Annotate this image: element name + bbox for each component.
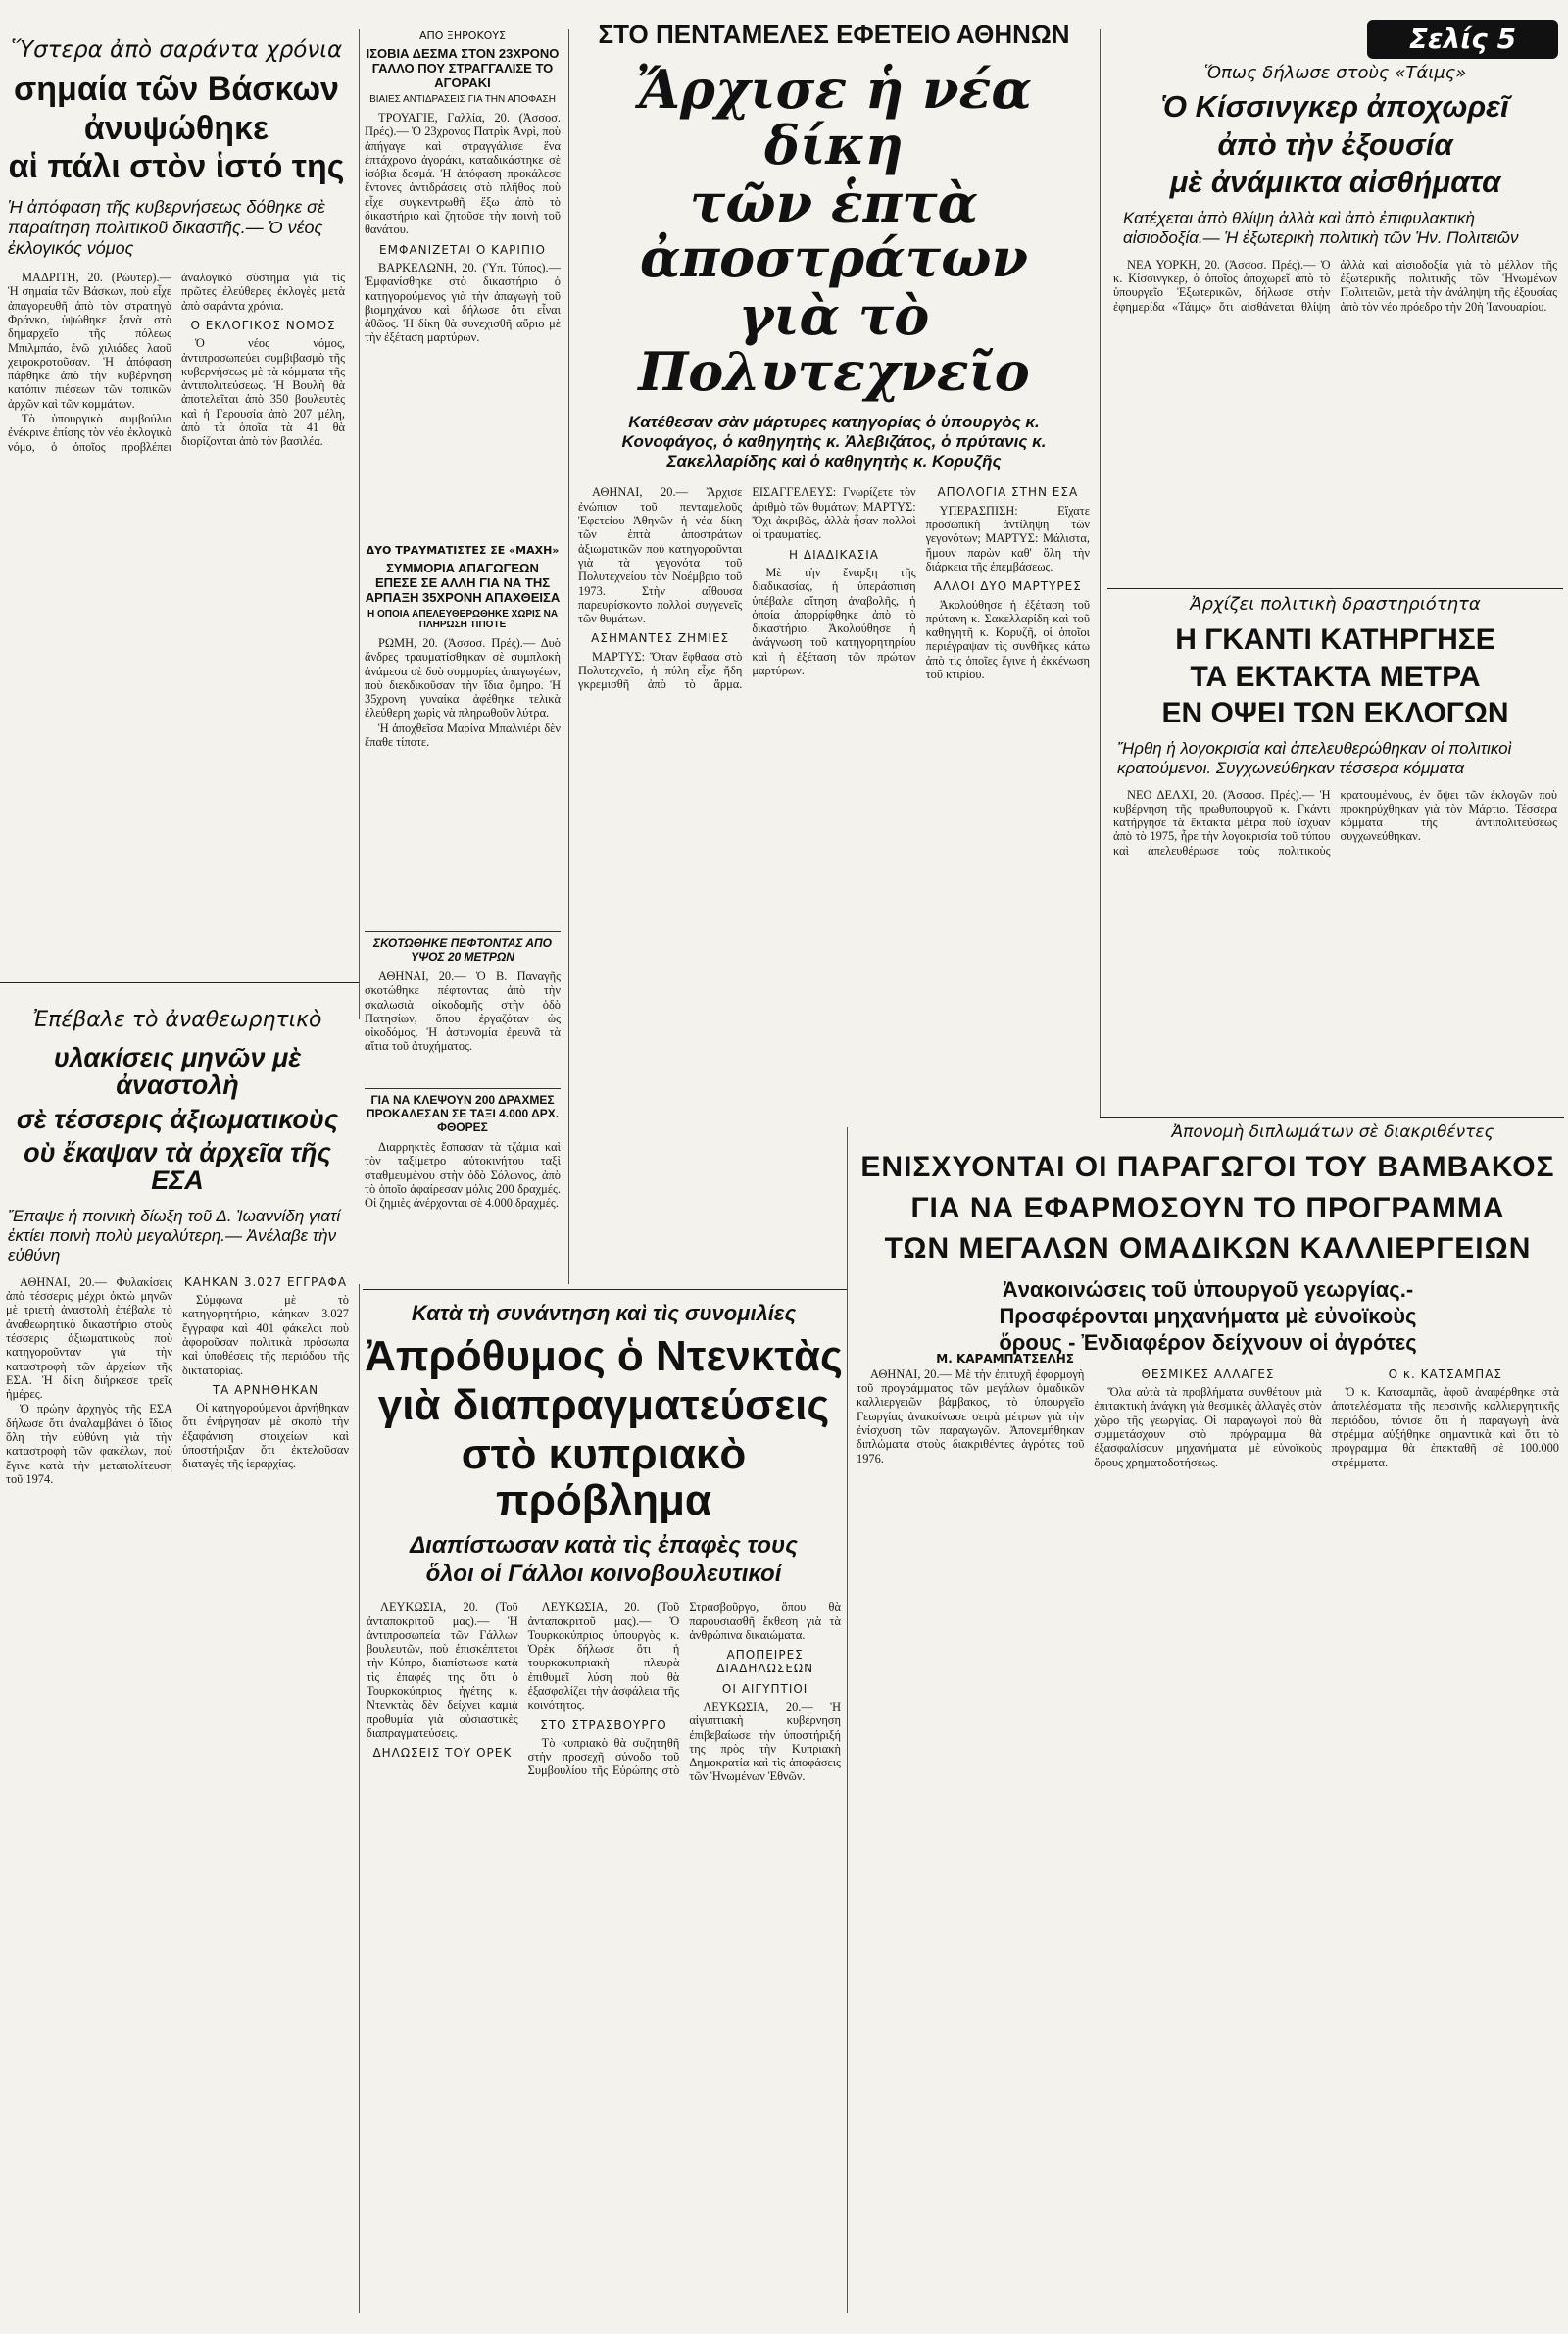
horizontal-rule — [1100, 1117, 1564, 1118]
horizontal-rule — [0, 982, 359, 983]
esa-section-head: ΚΑΗΚΑΝ 3.027 ΕΓΓΡΑΦΑ — [183, 1274, 348, 1289]
cyprus-subheadline-1: Διαπίστωσαν κατὰ τὶς ἐπαφὲς τους — [410, 1531, 798, 1559]
gandhi-article — [1107, 594, 1563, 1033]
gang-para-1: ΡΩΜΗ, 20. (Ἀσσοσ. Πρές).— Δυὸ ἄνδρες τραυματίσθηκαν σὲ συμπλοκὴ ἀνάμεσα σὲ δυὸ συμμορίες ἀπαγωγέων, ποὺ διεκδικοῦσαν τὴν ἴδια ὅμηρο. Ἡ 35χρονη γυναίκα ἀφέθηκε τελικὰ ἐλεύθερη χωρὶς νὰ πληρωθοῦν λύτρα. — [365, 636, 561, 720]
trial-para-3: Μὲ τὴν ἔναρξη τῆς διαδικασίας, ἡ ὑπεράσπιση ὑπέβαλε αἴτηση ἀναβολῆς, ἡ ὁποία ἀπορρίφθηκε ἀπὸ τὸ δικαστήριο. Ἀκολούθησε ἡ ἀνάγνωση τοῦ κατηγορητηρίου καὶ ἡ ἐξέταση τῶν πρώτων μαρτύρων. — [752, 565, 916, 677]
fog-article — [365, 931, 561, 1107]
cyprus-kicker: Κατὰ τὴ συνάντηση καὶ τὶς συνομιλίες — [411, 1301, 797, 1325]
gang-para-2: Ἡ ἀποχθεῖσα Μαρίνα Μπαλνιέρι δὲν ἔπαθε τίποτε. — [365, 720, 561, 750]
esa-article — [0, 988, 355, 2334]
kissinger-para: ΝΕΑ ΥΟΡΚΗ, 20. (Ἀσσοσ. Πρές).— Ὁ κ. Κίσσινγκερ, ὁ ὁποῖος ἀποχωρεῖ ἀπὸ τὸ ὑπουργεῖο Ἐξωτερικῶν, δήλωσε στὴν ἐφημερίδα «Τάιμς» ὅτι αἰσθάνεται θλίψη ἀλλὰ καὶ αἰσιοδοξία γιὰ τὸ μέλλον τῆς ἐξωτερικῆς πολιτικῆς τῶν Ἡνωμένων Πολιτειῶν, μετὰ τὴν ἀνάληψη τῆς ἐξουσίας ἀπὸ τὸν νέο πρόεδρο τὴν 20ὴ Ἰανουαρίου. — [1113, 257, 1557, 314]
theft-article — [365, 1088, 561, 1287]
kissinger-body — [1113, 258, 1557, 434]
gang-subheadline: Η ΟΠΟΙΑ ΑΠΕΛΕΥΘΕΡΩΘΗΚΕ ΧΩΡΙΣ ΝΑ ΠΛΗΡΩΣΗ ΤΙΠΟΤΕ — [367, 609, 559, 630]
cotton-subheadline-2: Προσφέρονται μηχανήματα μὲ εὐνοϊκοὺς — [999, 1303, 1417, 1328]
gang-kicker: ΔΥΟ ΤΡΑΥΜΑΤΙΣΤΕΣ ΣΕ «ΜΑΧΗ» — [366, 544, 560, 557]
esa-kicker: Ἐπέβαλε τὸ ἀναθεωρητικὸ — [32, 1008, 322, 1032]
mustaches-article — [365, 29, 561, 473]
esa-body — [6, 1275, 349, 2334]
esa-subheadline: Ἔπαψε ἡ ποινικὴ δίωξη τοῦ Δ. Ἰωαννίδη γιατί ἐκτίει ποινὴ πολὺ μεγαλύτερη.— Ἀνέλαβε τὴν εὐθύνη — [8, 1206, 341, 1265]
kissinger-kicker: Ὅπως δήλωσε στοὺς «Τάιμς» — [1203, 63, 1467, 83]
trial-headline-2: τῶν ἑπτὰ ἀποστράτων — [640, 171, 1028, 290]
cyprus-section-head-3: ΑΠΟΠΕΙΡΕΣ ΔΙΑΔΗΛΩΣΕΩΝ — [716, 1648, 814, 1676]
trial-headline-1: Ἄρχισε ἡ νέα δίκη — [636, 58, 1032, 176]
gandhi-body — [1113, 788, 1557, 1033]
gandhi-headline-1: Η ΓΚΑΝΤΙ ΚΑΤΗΡΓΗΣΕ — [1175, 623, 1495, 656]
cotton-headline-2: ΓΙΑ ΝΑ ΕΦΑΡΜΟΣΟΥΝ ΤΟ ΠΡΟΓΡΑΜΜΑ — [910, 1191, 1505, 1224]
trial-para-2: ΜΑΡΤΥΣ: Ὅταν ἔφθασα στὸ Πολυτεχνεῖο, ἡ πύλη εἶχε ἤδη γκρεμισθῆ ἀπὸ τὸ ἅρμα. ΕΙΣΑΓΓΕΛΕΥΣ: Γνωρίζετε τὸν ἀριθμὸ τῶν θυμάτων; ΜΑΡΤΥΣ: Ὄχι ἀκριβῶς, ἀλλὰ ἦσαν πολλοὶ οἱ τραυματίες. — [578, 485, 916, 692]
kissinger-headline-1: Ὁ Κίσσινγκερ ἀποχωρεῖ — [1161, 89, 1509, 124]
cotton-body — [857, 1367, 1559, 2230]
basque-kicker: Ὕστερα ἀπὸ σαράντα χρόνια — [10, 37, 343, 63]
trial-para-4: ΥΠΕΡΑΣΠΙΣΗ: Εἴχατε προσωπικὴ ἀντίληψη τῶν γεγονότων; ΜΑΡΤΥΣ: Μάλιστα, ἤμουν παρὼν καθ' ὅλη τὴν διάρκεια τῆς ἐπεμβάσεως. — [925, 503, 1090, 573]
kissinger-headline-3: μὲ ἀνάμικτα αἰσθήματα — [1169, 165, 1501, 200]
trial-kicker: ΣΤΟ ΠΕΝΤΑΜΕΛΕΣ ΕΦΕΤΕΙΟ ΑΘΗΝΩΝ — [598, 20, 1070, 49]
gandhi-kicker: Ἀρχίζει πολιτικὴ δραστηριότητα — [1190, 594, 1481, 615]
basque-section-head: Ο ΕΚΛΟΓΙΚΟΣ ΝΟΜΟΣ — [190, 318, 336, 332]
cotton-headline-1: ΕΝΙΣΧΥΟΝΤΑΙ ΟΙ ΠΑΡΑΓΩΓΟΙ ΤΟΥ ΒΑΜΒΑΚΟΣ — [860, 1151, 1555, 1183]
mustaches-section-head: ΕΜΦΑΝΙΖΕΤΑΙ Ο ΚΑΡΙΠΙΟ — [379, 242, 546, 257]
column-divider — [359, 1284, 360, 2313]
kissinger-article — [1107, 63, 1563, 434]
cotton-kicker: Ἀπονομὴ διπλωμάτων σὲ διακριθέντες — [1171, 1122, 1494, 1142]
trial-para-1: ΑΘΗΝΑΙ, 20.— Ἄρχισε ἐνώπιον τοῦ πενταμελοῦς Ἐφετείου Ἀθηνῶν ἡ νέα δίκη τῶν ἑπτὰ ἀποστράτων ἀξιωματικῶν ποὺ κατηγοροῦνται γιὰ τὰ γεγονότα τοῦ Πολυτεχνείου τὸν Νοέμβριο τοῦ 1973. Στὴν αἴθουσα παρευρίσκοντο πολλοὶ συγγενεῖς τῶν θυμάτων. — [578, 485, 743, 626]
section-logo: Σελίς 5 — [1367, 20, 1558, 59]
esa-headline-1: υλακίσεις μηνῶν μὲ ἀναστολὴ — [53, 1043, 302, 1101]
fog-body — [365, 969, 561, 1107]
basque-para-3: Ὁ νέος νόμος, ἀντιπροσωπεύει συμβιβασμὸ τῆς κυβερνήσεως μὲ τὰ κόμματα τῆς ἀντιπολιτεύσεως. Ἡ Βουλὴ θὰ ἀποτελεῖται ἀπὸ 350 βουλευτὲς καὶ ἡ Γερουσία ἀπὸ 207 μέλη, ἀπὸ τὰ ὁποῖα τὰ 41 θὰ διορίζονται ἀπὸ τὸν βασιλέα. — [181, 336, 345, 449]
cyprus-headline-2: γιὰ διαπραγματεύσεις — [377, 1381, 830, 1430]
esa-headline-3: οὺ ἔκαψαν τὰ ἀρχεῖα τῆς ΕΣΑ — [24, 1138, 331, 1196]
cyprus-section-head-4: ΟΙ ΑΙΓΥΠΤΙΟΙ — [721, 1681, 808, 1696]
horizontal-rule — [363, 1289, 847, 1290]
gang-article — [365, 544, 561, 911]
cyprus-article — [365, 1302, 843, 2286]
mustaches-kicker: ΑΠΟ ΞΗΡΟΚΟΥΣ — [418, 29, 506, 42]
trial-byline: Μ. ΚΑΡΑΜΠΑΤΣΕΛΗΣ — [936, 1352, 1074, 1366]
trial-para-5: Ἀκολούθησε ἡ ἐξέταση τοῦ πρύτανη κ. Σακελλαρίδη καὶ τοῦ καθηγητῆ κ. Κορυζῆ, οἱ ὁποῖοι περιέγραψαν τὶς συνθῆκες κάτω ἀπὸ τὶς ὁποῖες ἔγινε ἡ ἐκκένωση τοῦ κτιρίου. — [925, 597, 1090, 681]
cyprus-headline-1: Ἀπρόθυμος ὁ Ντενκτὰς — [365, 1332, 843, 1381]
cotton-section-head-2: Ο κ. ΚΑΤΣΑΜΠΑΣ — [1388, 1366, 1502, 1381]
cyprus-body — [367, 1600, 841, 2286]
kissinger-subheadline: Κατέχεται ἀπὸ θλίψη ἀλλὰ καὶ ἀπὸ ἐπιφυλακτικὴ αἰσιοδοξία.— Ἡ ἐξωτερικὴ πολιτικὴ τῶν Ἡν. Πολιτειῶν — [1123, 208, 1519, 247]
cyprus-subheadline-2: ὅλοι οἱ Γάλλοι κοινοβουλευτικοί — [425, 1561, 782, 1588]
basque-headline-1: σημαία τῶν Βάσκων — [14, 71, 339, 108]
fog-headline: ΣΚΟΤΩΘΗΚΕ ΠΕΦΤΟΝΤΑΣ ΑΠΟ ΥΨΟΣ 20 ΜΕΤΡΩΝ — [365, 931, 561, 964]
cotton-subheadline-3: ὅρους - Ἐνδιαφέρον δείχνουν οἱ ἀγρότες — [999, 1329, 1417, 1355]
basque-body — [8, 271, 345, 937]
column-divider — [359, 29, 360, 1019]
trial-section-head-4: ΑΛΛΟΙ ΔΥΟ ΜΑΡΤΥΡΕΣ — [933, 579, 1082, 594]
theft-body — [365, 1140, 561, 1287]
gang-headline: ΣΥΜΜΟΡΙΑ ΑΠΑΓΩΓΕΩΝ ΕΠΕΣΕ ΣΕ ΑΛΛΗ ΓΙΑ ΝΑ ΤΗΣ ΑΡΠΑΞΗ 35ΧΡΟΝΗ ΑΠΑΧΘΕΙΣΑ — [365, 561, 561, 605]
gandhi-headline-3: ΕΝ ΟΨΕΙ ΤΩΝ ΕΚΛΟΓΩΝ — [1161, 697, 1509, 729]
basque-para-1: ΜΑΔΡΙΤΗ, 20. (Ρώυτερ).— Ἡ σημαία τῶν Βάσκων, ποὺ εἶχε ἀπαγορευθῆ ἀπὸ τὸν στρατηγὸ Φράνκο, ὑψώθηκε ξανὰ στὸ δημαρχεῖο τῆς πόλεως Μπιλμπάο, ἐνῶ χιλιάδες λαοῦ χειροκροτοῦσαν. Ἡ ἀπόφαση πάρθηκε ἀπὸ τὴν κυβέρνηση κατόπιν πιέσεων τῶν τοπικῶν ἀρχῶν καὶ τῶν κομμάτων. — [8, 271, 172, 411]
cotton-section-head: ΘΕΣΜΙΚΕΣ ΑΛΛΑΓΕΣ — [1141, 1366, 1275, 1381]
cyprus-para-4: ΛΕΥΚΩΣΙΑ, 20.— Ἡ αἰγυπτιακὴ κυβέρνηση ἐπιβεβαίωσε τὴν ὑποστήριξή της πρὸς τὴν Κυπριακὴ Δημοκρατία καὶ τὶς ἀποφάσεις τῶν Ἡνωμένων Ἐθνῶν. — [689, 1700, 841, 1784]
cotton-headline-block — [853, 1152, 1563, 2230]
cotton-para-1: ΑΘΗΝΑΙ, 20.— Μὲ τὴν ἐπιτυχῆ ἐφαρμογὴ τοῦ προγράμματος τῶν μεγάλων ὁμαδικῶν καλλιεργειῶν βάμβακος, τὸ ὑπουργεῖο Γεωργίας ἀνακοίνωσε σειρὰ μέτρων γιὰ τὴν ἐνίσχυση τῶν παραγωγῶν. Ἀπονεμήθηκαν διπλώματα στοὺς διακριθέντες ἀγρότες τοῦ 1976. — [857, 1366, 1085, 1465]
esa-para-1: ΑΘΗΝΑΙ, 20.— Φυλακίσεις ἀπὸ τέσσερις μέχρι ὀκτὼ μηνῶν μὲ τριετὴ ἀναστολὴ ἐπέβαλε τὸ ἀναθεωρητικὸ δικαστήριο στοὺς τέσσερις ἀξιωματικοὺς ποὺ κατηγοροῦνταν γιὰ τὴν καταστροφὴ τῶν ἀρχείων τῆς ΕΣΑ. Ἡ δίκη διήρκεσε τρεῖς ἡμέρες. — [6, 1274, 172, 1402]
gang-body — [365, 636, 561, 911]
gandhi-para: ΝΕΟ ΔΕΛΧΙ, 20. (Ἀσσοσ. Πρές).— Ἡ κυβέρνηση τῆς πρωθυπουργοῦ κ. Γκάντι κατήργησε τὰ ἔκτακτα μέτρα ποὺ ἴσχυαν ἀπὸ τὸ 1975, ἦρε τὴν λογοκρισία τοῦ τύπου καὶ ἀπελευθέρωσε τοὺς πολιτικοὺς κρατουμένους, ἐν ὄψει τῶν ἐκλογῶν ποὺ προκηρύχθηκαν γιὰ τὸν Μάρτιο. Τέσσερα κόμματα τῆς ἀντιπολιτεύσεως συγχωνεύθηκαν. — [1113, 787, 1557, 858]
column-divider — [568, 29, 569, 1284]
cotton-article — [1102, 1122, 1564, 1142]
cyprus-section-head: ΔΗΛΩΣΕΙΣ ΤΟΥ ΟΡΕΚ — [372, 1746, 513, 1761]
theft-para: Διαρρηκτὲς ἔσπασαν τὰ τζάμια καὶ τὸν ταξίμετρο αὐτοκινήτου ταξὶ σταθμευμένου στὴν ὁδὸ Σόλωνος, ἀπὸ τὸ ὁποῖο ἀφαίρεσαν μόλις 200 δραχμές. Οἱ ζημιὲς ἀνέρχονται σὲ 4.000 δραχμές. — [365, 1140, 561, 1211]
trial-subheadline: Κατέθεσαν σὰν μάρτυρες κατηγορίας ὁ ὑπουργὸς κ. Κονοφάγος, ὁ καθηγητὴς κ. Ἀλεβιζάτος, ὁ πρύτανις κ. Σακελλαρίδης καὶ ὁ καθηγητὴς κ. Κορυζῆς — [621, 413, 1047, 472]
basque-para-2: Τὸ ὑπουργικὸ συμβούλιο ἐνέκρινε ἐπίσης τὸν νέο ἐκλογικὸ νόμο, ὁ ὁποῖος προβλέπει ἀναλογικὸ σύστημα γιὰ τὶς πρῶτες ἐλεύθερες ἐκλογὲς μετὰ ἀπὸ σαράντα χρόνια. — [8, 271, 345, 454]
column-divider — [1100, 29, 1101, 1117]
cyprus-section-head-2: ΣΤΟ ΣΤΡΑΣΒΟΥΡΓΟ — [540, 1717, 667, 1732]
basque-article — [0, 0, 353, 980]
gandhi-subheadline: Ἤρθη ἡ λογοκρισία καὶ ἀπελευθερώθηκαν οἱ πολιτικοὶ κρατούμενοι. Συγχωνεύθηκαν τέσσερα κόμματα — [1117, 738, 1512, 777]
cyprus-para-2: ΛΕΥΚΩΣΙΑ, 20. (Τοῦ ἀνταποκριτοῦ μας).— Ὁ Τουρκοκύπριος ὑπουργὸς κ. Ὀρὲκ δήλωσε ὅτι ἡ τουρκοκυπριακὴ πλευρὰ ἐπιθυμεῖ λύση ποὺ θὰ ἐξασφαλίζει τὴν ἀσφάλεια τῆς κοινότητος. — [527, 1600, 680, 1713]
esa-para-4: Οἱ κατηγορούμενοι ἀρνήθηκαν ὅτι ἐνήργησαν μὲ σκοπὸ τὴν ἐξαφάνιση στοιχείων καὶ ὑποστήριξαν ὅτι ἐκτελοῦσαν διαταγὲς τῆς ἱεραρχίας. — [182, 1401, 349, 1471]
kissinger-headline-2: ἀπὸ τὴν ἐξουσία — [1217, 126, 1453, 162]
horizontal-rule — [1107, 588, 1563, 589]
esa-para-3: Σύμφωνα μὲ τὸ κατηγορητήριο, κάηκαν 3.027 ἔγγραφα καὶ 401 φάκελοι ποὺ ἀφοροῦσαν πολιτικὰ πρόσωπα καὶ ὑποθέσεις τῆς περιόδου τῆς δικτατορίας. — [182, 1293, 349, 1377]
basque-headline-2: ἀνυψώθηκε — [83, 109, 270, 147]
cyprus-para-3: Τὸ κυπριακὸ θὰ συζητηθῆ στὴν προσεχῆ σύνοδο τοῦ Συμβουλίου τῆς Εὐρώπης στὸ Στρασβοῦργο, ὅπου θὰ παρουσιασθῆ ἔκθεση γιὰ τὰ ἀνθρώπινα δικαιώματα. — [527, 1600, 841, 1778]
basque-subheadline: Ἡ ἀπόφαση τῆς κυβερνήσεως δόθηκε σὲ παραίτηση πολιτικοῦ δικαστῆς.— Ὁ νέος ἐκλογικός νόμος — [8, 197, 325, 259]
gandhi-headline-2: ΤΑ ΕΚΤΑΚΤΑ ΜΕΤΡΑ — [1190, 660, 1481, 693]
esa-para-2: Ὁ πρώην ἀρχηγὸς τῆς ΕΣΑ δήλωσε ὅτι ἀναλαμβάνει ὁ ἴδιος ὅλη τὴν εὐθύνη γιὰ τὴν καταστροφὴ τῶν φακέλων, ποὺ ἔγινε κατὰ τὴν μεταπολίτευση τοῦ 1974. — [6, 1402, 172, 1486]
esa-headline-2: σὲ τέσσερις ἀξιωματικοὺς — [16, 1104, 339, 1134]
mustaches-headline: ΙΣΟΒΙΑ ΔΕΣΜΑ ΣΤΟΝ 23ΧΡΟΝΟ ΓΑΛΛΟ ΠΟΥ ΣΤΡΑΓΓΑΛΙΣΕ ΤΟ ΑΓΟΡΑΚΙ — [366, 46, 560, 90]
cyprus-para-1: ΛΕΥΚΩΣΙΑ, 20. (Τοῦ ἀνταποκριτοῦ μας).— Ἡ ἀντιπροσωπεία τῶν Γάλλων βουλευτῶν, ποὺ ἐπισκέπτεται τὴν Κύπρο, διαπίστωσε κατὰ τὶς ἐπαφές της ὅτι ὁ Τουρκοκύπριος ἡγέτης κ. Ντενκτὰς δὲν δείχνει καμιὰ προθυμία γιὰ οὐσιαστικὲς διαπραγματεύσεις. — [367, 1600, 518, 1740]
cyprus-headline-3: στὸ κυπριακὸ πρόβλημα — [461, 1430, 747, 1524]
theft-headline: ΓΙΑ ΝΑ ΚΛΕΨΟΥΝ 200 ΔΡΑΧΜΕΣ ΠΡΟΚΑΛΕΣΑΝ ΣΕ ΤΑΞΙ 4.000 ΔΡΧ. ΦΘΟΡΕΣ — [365, 1088, 561, 1134]
basque-headline-3: αἱ πάλι στὸν ἱστό της — [8, 148, 345, 186]
cotton-para-3: Ὁ κ. Κατσαμπᾶς, ἀφοῦ ἀναφέρθηκε στὰ ἀποτελέσματα τῆς περσινῆς καλλιεργητικῆς περιόδου, τόνισε ὅτι ἡ παραγωγὴ ἀνὰ στρέμμα αὐξήθηκε σημαντικὰ καὶ ὅτι τὸ πρόγραμμα θὰ ἐπεκταθῆ σὲ 100.000 στρέμματα. — [1331, 1385, 1559, 1469]
mustaches-subheadline: ΒΙΑΙΕΣ ΑΝΤΙΔΡΑΣΕΙΣ ΓΙΑ ΤΗΝ ΑΠΟΦΑΣΗ — [369, 94, 556, 105]
mustaches-para-1: ΤΡΟΥΑΓΙΕ, Γαλλία, 20. (Ἀσσοσ. Πρές).— Ὁ 23χρονος Πατρὶκ Ἀνρὶ, ποὺ ἀπήγαγε καὶ στραγγάλισε ἕνα ἑπτάχρονο ἀγοράκι, καταδικάστηκε σὲ ἰσόβια δεσμά. Ἡ ἀπόφαση προκάλεσε ἔντονες ἀντιδράσεις στὸ πλῆθος ποὺ εἶχε συγκεντρωθῆ ἔξω ἀπὸ τὸ δικαστήριο καὶ ζητοῦσε τὴν ποινὴ τοῦ θανάτου. — [365, 111, 561, 237]
cotton-para-2: Ὅλα αὐτὰ τὰ προβλήματα συνθέτουν μιὰ ἐπιτακτικὴ ἀνάγκη γιὰ θεσμικὲς ἀλλαγὲς στὸν χῶρο τῆς γεωργίας. Οἱ παραγωγοὶ ποὺ θὰ συμμετάσχουν στὸ πρόγραμμα θὰ ἐξασφαλίσουν μηχανήματα μὲ εὐνοϊκοὺς ὅρους χρηματοδοτήσεως. — [1094, 1385, 1322, 1469]
cotton-headline-3: ΤΩΝ ΜΕΓΑΛΩΝ ΟΜΑΔΙΚΩΝ ΚΑΛΛΙΕΡΓΕΙΩΝ — [884, 1232, 1532, 1265]
mustaches-body — [365, 111, 561, 473]
trial-headline-3: γιὰ τὸ Πολυτεχνεῖο — [638, 284, 1030, 403]
trial-section-head-2: Η ΔΙΑΔΙΚΑΣΙΑ — [789, 547, 879, 562]
mustaches-para-2: ΒΑΡΚΕΛΩΝΗ, 20. (Ὑπ. Τύπος).— Ἐμφανίσθηκε στὸ δικαστήριο ὁ κατηγορούμενος γιὰ τὴν ἀπαγωγὴ τοῦ βιομηχάνου καὶ δήλωσε ὅτι εἶναι ἀθῶος. Ἡ δίκη θὰ συνεχισθῆ αὔριο μὲ τὴν ἐξέταση μαρτύρων. — [365, 260, 561, 345]
column-divider — [847, 1127, 848, 2313]
trial-section-head: ΑΣΗΜΑΝΤΕΣ ΖΗΜΙΕΣ — [591, 631, 730, 646]
esa-section-head-2: ΤΑ ΑΡΝΗΘΗΚΑΝ — [212, 1382, 319, 1397]
trial-section-head-3: ΑΠΟΛΟΓΙΑ ΣΤΗΝ ΕΣΑ — [937, 485, 1079, 500]
cotton-subheadline-1: Ἀνακοινώσεις τοῦ ὑπουργοῦ γεωργίας.- — [1002, 1276, 1414, 1302]
fog-para: ΑΘΗΝΑΙ, 20.— Ὁ Β. Παναγῆς σκοτώθηκε πέφτοντας ἀπὸ τὴν σκαλωσιὰ οἰκοδομῆς στὴν ὁδὸ Πατησίων, ὅπου ἐργαζόταν ὡς οἰκοδόμος. Ἡ ἀστυνομία ἐρευνᾶ τὰ αἴτια τοῦ ἀτυχήματος. — [365, 969, 561, 1054]
